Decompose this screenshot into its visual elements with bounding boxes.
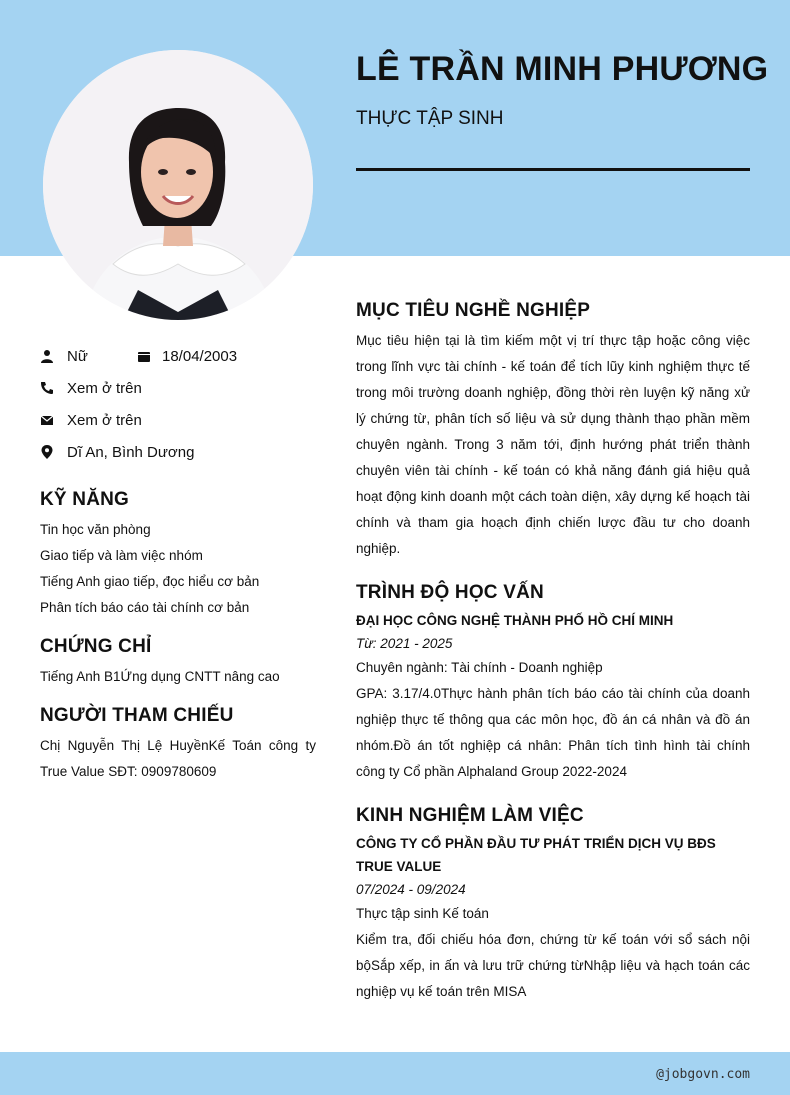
education-school: ĐẠI HỌC CÔNG NGHỆ THÀNH PHỐ HỒ CHÍ MINH (356, 613, 674, 628)
calendar-icon (137, 349, 151, 363)
certificates-text: Tiếng Anh B1Ứng dụng CNTT nâng cao (40, 669, 280, 684)
references-title: NGƯỜI THAM CHIẾU (40, 705, 234, 726)
certificates-title: CHỨNG CHỈ (40, 636, 152, 657)
experience-title: KINH NGHIỆM LÀM VIỆC (356, 805, 584, 826)
candidate-role: THỰC TẬP SINH (356, 108, 504, 129)
skill-item: Tin học văn phòng (40, 522, 151, 537)
mail-icon (40, 413, 54, 427)
birthday-text: 18/04/2003 (162, 347, 238, 365)
location-pin-icon (40, 445, 54, 459)
profile-photo (43, 50, 313, 320)
skills-title: KỸ NĂNG (40, 489, 130, 510)
header-divider (356, 168, 750, 171)
person-icon (40, 349, 54, 363)
left-column (40, 340, 316, 785)
experience-company: CÔNG TY CỔ PHẦN ĐẦU TƯ PHÁT TRIỂN DỊCH VỤ BĐS TRUE VALUE (356, 836, 716, 874)
education-major: Chuyên ngành: Tài chính - Doanh nghiệp (356, 660, 603, 675)
objective-title: MỤC TIÊU NGHỀ NGHIỆP (356, 300, 591, 321)
phone-text: Xem ở trên (67, 379, 142, 397)
education-period: Từ: 2021 - 2025 (356, 636, 453, 651)
experience-details: Kiểm tra, đối chiếu hóa đơn, chứng từ kế toán với sổ sách nội bộSắp xếp, in ấn và lưu trữ chứng từNhập liệu và hạch toán các nghiệp vụ kế toán trên MISA (356, 932, 750, 999)
phone-icon (40, 381, 54, 395)
candidate-name: LÊ TRẦN MINH PHƯƠNG (356, 50, 769, 88)
references-text: Chị Nguyễn Thị Lệ HuyềnKế Toán công ty True Value SĐT: 0909780609 (40, 738, 316, 779)
right-column (356, 300, 750, 1005)
watermark-text: @jobgovn.com (656, 1067, 750, 1082)
education-details: GPA: 3.17/4.0Thực hành phân tích báo cáo tài chính của doanh nghiệp thực tế thông qua các môn học, đồ án cá nhân và đồ án nhóm.Đồ án tốt nghiệp cá nhân: Phân tích tình hình tài chính công ty Cổ phần Alphaland Group 2022-2024 (356, 686, 750, 779)
education-title: TRÌNH ĐỘ HỌC VẤN (356, 582, 544, 603)
contact-row-address (40, 436, 316, 468)
experience-position: Thực tập sinh Kế toán (356, 906, 489, 921)
address-text: Dĩ An, Bình Dương (67, 443, 195, 461)
skill-item: Tiếng Anh giao tiếp, đọc hiểu cơ bản (40, 574, 260, 589)
email-text: Xem ở trên (67, 411, 142, 429)
contact-row-gender-birthday (40, 340, 316, 372)
skill-item: Phân tích báo cáo tài chính cơ bản (40, 600, 250, 615)
objective-text: Mục tiêu hiện tại là tìm kiếm một vị trí thực tập hoặc công việc trong lĩnh vực tài chính - kế toán để tích lũy kinh nghiệm thực tế trong môi trường doanh nghiệp, đồng thời rèn luyện kỹ năng xử lý chứng từ, phân tích số liệu và sử dụng thành thạo phần mềm chuyên ngành. Trong 3 năm tới, định hướng phát triển thành chuyên viên tài chính - kế toán có khả năng đánh giá hiệu quả hoạt động kinh doanh một cách toàn diện, xây dựng kế hoạch tài chính và tham gia hoạch định chiến lược đầu tư cho doanh nghiệp. (356, 333, 750, 556)
skill-item: Giao tiếp và làm việc nhóm (40, 548, 203, 563)
experience-period: 07/2024 - 09/2024 (356, 882, 466, 897)
contact-row-phone (40, 372, 316, 404)
gender-text: Nữ (67, 347, 88, 365)
contact-row-email (40, 404, 316, 436)
